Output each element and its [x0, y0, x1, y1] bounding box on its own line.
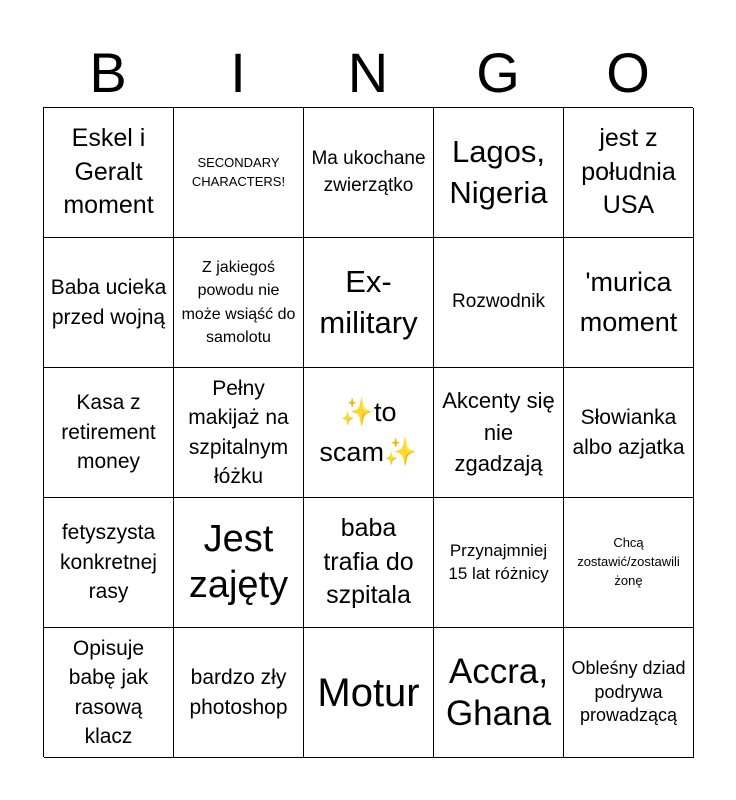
- cell-text: fetyszysta konkretnej rasy: [60, 521, 157, 604]
- cell-text: Kasa z retirement money: [61, 391, 156, 474]
- bingo-cell[interactable]: [434, 238, 564, 368]
- cell-text: Baba ucieka przed wojną: [50, 276, 167, 329]
- bingo-cell[interactable]: [564, 108, 694, 238]
- cell-text: Opisuje babę jak rasową klacz: [68, 636, 149, 748]
- cell-text: Obleśny dziad podrywa prowadzącą: [571, 658, 686, 726]
- bingo-cell[interactable]: [564, 628, 694, 758]
- cell-text: baba trafia do szpitala: [323, 513, 414, 610]
- cell-text: Rozwodnik: [452, 291, 545, 313]
- header-letter-n: N: [347, 41, 389, 104]
- cell-text: Słowianka albo azjatka: [572, 406, 685, 459]
- bingo-cell[interactable]: [174, 108, 304, 238]
- cell-text: Przynajmniej 15 lat różnicy: [448, 541, 549, 583]
- header-letter-o: O: [606, 41, 650, 104]
- bingo-grid: [43, 107, 693, 757]
- cell-text: Ma ukochane zwierzątko: [311, 147, 426, 196]
- cell-text: Lagos, Nigeria: [449, 134, 548, 210]
- bingo-cell[interactable]: [174, 498, 304, 628]
- cell-text: Motur: [317, 670, 420, 715]
- header-letter-g: G: [476, 41, 520, 104]
- cell-text: Jest zajęty: [188, 517, 289, 606]
- bingo-cell[interactable]: [174, 628, 304, 758]
- bingo-cell[interactable]: [174, 368, 304, 498]
- bingo-cell[interactable]: [304, 628, 434, 758]
- bingo-cell[interactable]: [304, 498, 434, 628]
- cell-text: ✨to scam✨: [319, 397, 418, 467]
- bingo-cell[interactable]: [44, 498, 174, 628]
- bingo-cell[interactable]: [434, 498, 564, 628]
- bingo-cell[interactable]: [564, 368, 694, 498]
- header-letter-i: I: [230, 41, 246, 104]
- cell-text: Chcą zostawić/zostawili żonę: [577, 535, 680, 588]
- bingo-cell[interactable]: [44, 368, 174, 498]
- bingo-cell[interactable]: [174, 238, 304, 368]
- bingo-cell[interactable]: [44, 628, 174, 758]
- cell-text: Z jakiegoś powodu nie może wsiąść do samolotu: [181, 259, 296, 346]
- bingo-header: [43, 40, 693, 106]
- bingo-cell[interactable]: [434, 368, 564, 498]
- cell-text: jest z południa USA: [581, 123, 676, 220]
- cell-text: Accra, Ghana: [445, 651, 552, 733]
- cell-text: Akcenty się nie zgadzają: [442, 387, 555, 477]
- bingo-cell[interactable]: [304, 238, 434, 368]
- cell-text: Ex-military: [319, 264, 418, 340]
- bingo-cell[interactable]: [434, 108, 564, 238]
- bingo-cell[interactable]: [44, 238, 174, 368]
- bingo-cell[interactable]: [434, 628, 564, 758]
- bingo-cell[interactable]: [564, 238, 694, 368]
- cell-text: 'murica moment: [579, 267, 678, 337]
- cell-text: SECONDARY CHARACTERS!: [191, 154, 286, 189]
- bingo-cell[interactable]: [564, 498, 694, 628]
- bingo-cell[interactable]: [44, 108, 174, 238]
- header-letter-b: B: [89, 41, 127, 104]
- bingo-cell[interactable]: [304, 108, 434, 238]
- cell-text: Eskel i Geralt moment: [63, 123, 154, 220]
- cell-text: bardzo zły photoshop: [189, 666, 288, 719]
- bingo-cell[interactable]: [304, 368, 434, 498]
- cell-text: Pełny makijaż na szpitalnym łóżku: [188, 376, 289, 488]
